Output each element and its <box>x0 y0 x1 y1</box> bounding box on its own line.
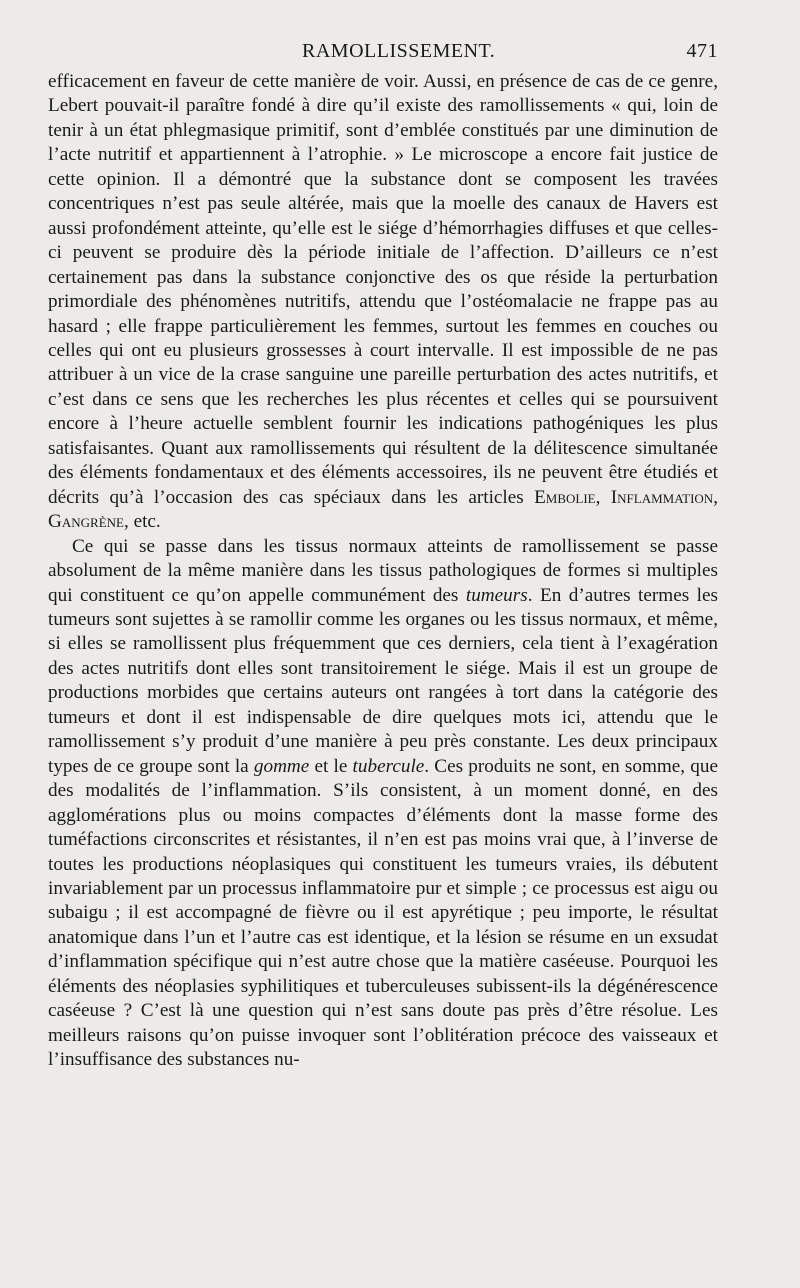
cross-reference-gangrene: Gangrène <box>48 511 124 533</box>
page-number: 471 <box>686 40 718 62</box>
paragraph-2 <box>48 535 718 1073</box>
paragraph-1-text-a: efficacement en faveur de cette manière de voir. Aussi, en présence de cas de ce genre, Lebert pouvait-il paraître fondé à dire qu’il existe des ramollissements « qui, loin de tenir à un état phlegmasique primitif, sont d’emblée constitués par une diminution de l’acte nutritif et appartiennent à l’atrophie. » Le microscope a encore fait justice de cette opinion. Il a démontré que la substance dont se composent les travées concentriques n’est pas seule altérée, mais que la moelle des canaux de Havers est aussi profondément atteinte, qu’elle est le siége d’hémorrhagies diffuses et que celles-ci peuvent se produire dès la période initiale de l’affection. D’ailleurs ce n’est certainement pas dans la substance conjonctive des os que réside la perturbation primordiale des phénomènes nutritifs, attendu que l’ostéomalacie ne frappe pas au hasard ; elle frappe particulièrement les femmes, surtout les femmes en couches ou celles qui ont eu plusieurs grossesses à court intervalle. Il est impossible de ne pas attribuer à un vice de la crase sanguine une pareille perturbation des actes nutritifs, et c’est dans ce sens que les recherches les plus récentes et celles qui se poursuivent encore à l’heure actuelle semblent fournir les indications pathogéniques les plus satisfaisantes. Quant aux ramollissements qui résultent de la délitescence simultanée des éléments fondamentaux et des éléments accessoires, ils ne peuvent être étudiés et décrits qu’à l’occasion des cas spéciaux dans les articles <box>48 71 718 508</box>
paragraph-2-text-b: . En d’autres termes les tumeurs sont sujettes à se ramollir comme les organes ou les tissus normaux, et même, si elles se ramollissent plus fréquemment que ces derniers, cela tient à l’exagération des actes nutritifs dont elles sont transitoirement le siége. Mais il est un groupe de productions morbides que certains auteurs ont rangées à tort dans la catégorie des tumeurs et dont il est indispensable de dire quelques mots ici, attendu que le ramollissement s’y produit d’une manière à peu près constante. Les deux principaux types de ce groupe sont la <box>48 584 718 777</box>
paragraph-2-text-d: . Ces produits ne sont, en somme, que des modalités de l’inflammation. S’ils consistent, à un moment donné, en des agglomérations plus ou moins compactes d’éléments dont la masse forme des tuméfactions circonscrites et résistantes, il n’en est pas moins vrai que, à l’inverse de toutes les productions néoplasiques qui constituent les tumeurs vraies, ils débutent invariablement par un processus inflammatoire pur et simple ; ce processus est aigu ou subaigu ; il est accompagné de fièvre ou il est apyrétique ; peu importe, le résultat anatomique dans l’un et l’autre cas est identique, et la lésion se résume en un exsudat d’inflammation spécifique qui n’est autre chose que la matière caséeuse. Pourquoi les éléments des néoplasies syphilitiques et tuberculeuses subissent-ils la dégénérescence caséeuse ? C’est là une question qui n’est sans doute pas près d’être résolue. Les meilleurs raisons qu’on puisse invoquer sont l’oblitération précoce des vaisseaux et l’insuffisance des substances nu- <box>48 755 718 1071</box>
paragraph-1-text-b: , etc. <box>123 511 161 533</box>
italic-term-gomme: gomme <box>253 755 310 777</box>
italic-term-tumeurs: tumeurs <box>465 584 528 606</box>
paragraph-2-text-a: Ce qui se passe dans les tissus normaux atteints de ramollissement se passe absolument de la même manière dans les tissus pathologiques de formes si multiples qui constituent ce qu’on appelle communément des <box>48 535 718 606</box>
italic-term-tubercule: tubercule <box>352 755 425 777</box>
reference-separator-2: , <box>713 486 718 508</box>
paragraph-1 <box>48 70 718 535</box>
paragraph-2-text-c: et le <box>309 755 353 777</box>
cross-reference-embolie: Embolie <box>534 486 596 508</box>
cross-reference-inflammation: Inflammation <box>610 486 714 508</box>
running-title: RAMOLLISSEMENT. <box>302 40 496 62</box>
page-header <box>48 40 718 70</box>
reference-separator-1: , <box>595 486 611 508</box>
body-text <box>48 70 718 1073</box>
